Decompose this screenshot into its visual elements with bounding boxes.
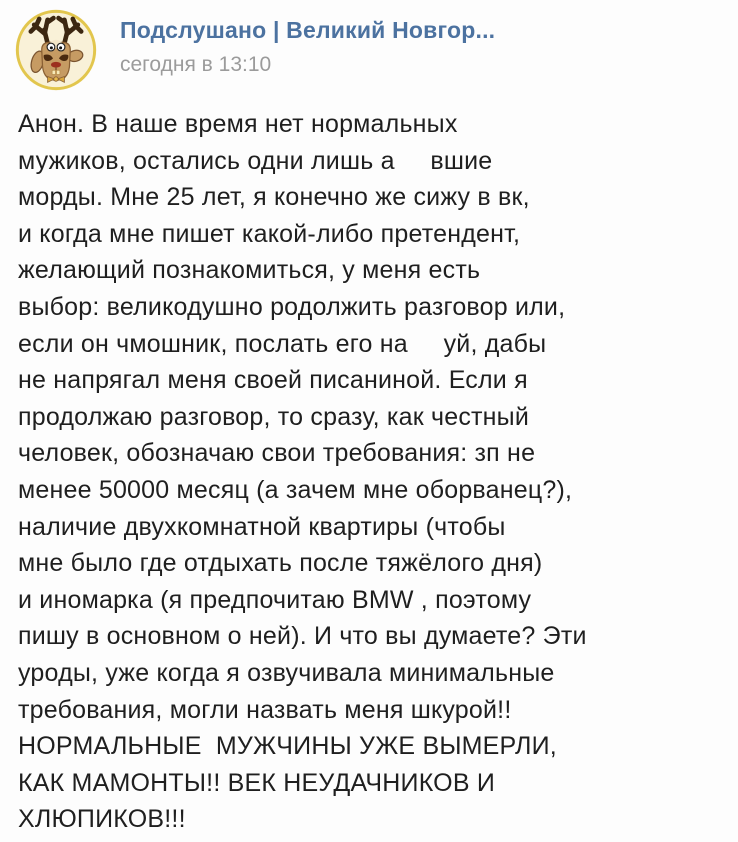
text-line: КАК МАМОНТЫ!! ВЕК НЕУДАЧНИКОВ И [18, 768, 496, 797]
text-line: пишу в основном о ней). И что вы думаете? Эти [18, 622, 587, 651]
post-text [18, 106, 728, 838]
text-line: менее 50000 месяц (а зачем мне оборванец?), [18, 475, 573, 504]
text-line: уроды, уже когда я озвучивала минимальные [18, 658, 555, 687]
text-line: если он чмошник, послать его на уй, дабы [18, 329, 547, 358]
post-header-text [120, 8, 495, 77]
post-timestamp[interactable]: сегодня в 13:10 [120, 53, 272, 76]
text-line: мне было где отдыхать после тяжёлого дня) [18, 549, 543, 578]
text-line: Анон. В наше время нет нормальных [18, 110, 458, 138]
text-line: ХЛЮПИКОВ!!! [18, 805, 186, 834]
text-line: человек, обозначаю свои требования: зп не [18, 439, 536, 468]
text-line: морды. Мне 25 лет, я конечно же сижу в вк, [18, 183, 530, 212]
text-line: выбор: великодушно родолжить разговор или, [18, 292, 566, 321]
text-line: и иномарка (я предпочитаю BMW , поэтому [18, 585, 532, 614]
text-line: не напрягал меня своей писаниной. Если я [18, 366, 528, 395]
text-line: и когда мне пишет какой-либо претендент, [18, 219, 521, 248]
text-line: желающий познакомиться, у меня есть [18, 256, 481, 285]
post-header [14, 8, 495, 92]
text-line: продолжаю разговор, то сразу, как честный [18, 402, 530, 431]
text-line: НОРМАЛЬНЫЕ МУЖЧИНЫ УЖЕ ВЫМЕРЛИ, [18, 732, 557, 761]
text-line: требования, могли назвать меня шкурой!! [18, 695, 512, 724]
deer-cartoon-icon [14, 8, 98, 92]
text-line: мужиков, остались одни лишь а вшие [18, 146, 493, 175]
group-name-link[interactable]: Подслушано | Великий Новгор... [120, 17, 496, 43]
text-line: наличие двухкомнатной квартиры (чтобы [18, 512, 506, 541]
avatar[interactable] [14, 8, 98, 92]
